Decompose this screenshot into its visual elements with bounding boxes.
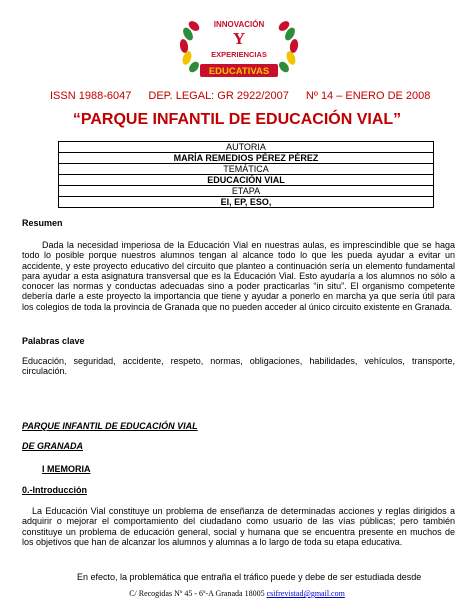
- efecto-paragraph: En efecto, la problemática que entraña el tráfico puede y debe de ser estudiada desde: [77, 572, 422, 582]
- resumen-heading: Resumen: [22, 218, 63, 228]
- svg-text:INNOVACIÓN: INNOVACIÓN: [213, 20, 265, 29]
- article-title: “PARQUE INFANTIL DE EDUCACIÓN VIAL”: [72, 111, 402, 128]
- legal-deposit-text: DEP. LEGAL: GR 2922/2007: [148, 90, 289, 102]
- svg-text:EXPERIENCIAS: EXPERIENCIAS: [211, 50, 267, 59]
- svg-text:EDUCATIVAS: EDUCATIVAS: [208, 66, 270, 77]
- tematica-label: TEMÁTICA: [59, 164, 434, 175]
- article-info-table: [58, 141, 434, 208]
- etapa-label: ETAPA: [59, 186, 434, 197]
- resumen-paragraph: Dada la necesidad imperiosa de la Educación Vial en nuestras aulas, es imprescindible que se haga todo lo posible porque nuestros alumnos tengan al alcance todo lo que les pueda ayudar a evitar un accidente, y este proyecto educativo del circuito que planteo a continuación sería un elemento fundamental para ayudar a esta asignatura transversal que es la Educación Vial. Esto ayudaría a los alumnos no sólo a conocer las normas y conductas adecuadas sino a poder practicarlas “in situ”. El organismo competente debería darle a este proyecto la importancia que tiene y ayudar a ponerlo en marcha ya que sería útil para los colegios de toda la provincia de Granada que no pueden acceder al único circuito existente en Granada.: [22, 240, 455, 312]
- tematica-value: EDUCACIÓN VIAL: [59, 175, 434, 186]
- issn-text: ISSN 1988-6047: [50, 90, 132, 102]
- section-title-granada: DE GRANADA: [22, 441, 84, 451]
- svg-text:Y: Y: [232, 29, 246, 48]
- autoria-value: MARÍA REMEDIOS PÉREZ PÉREZ: [59, 153, 434, 164]
- footer-address: C/ Recogidas Nº 45 - 6º-A Granada 18005: [129, 589, 267, 598]
- palabras-clave-heading: Palabras clave: [22, 336, 85, 346]
- section-title-parque: PARQUE INFANTIL DE EDUCACIÓN VIAL: [22, 421, 198, 431]
- autoria-label: AUTORIA: [59, 142, 434, 153]
- palabras-clave-paragraph: Educación, seguridad, accidente, respeto, normas, obligaciones, habilidades, vehículos, transporte, circulación.: [22, 356, 455, 377]
- section-title-introduccion: 0.-Introducción: [22, 485, 87, 495]
- section-title-memoria: I MEMORIA: [42, 464, 91, 474]
- etapa-value: EI, EP, ESO,: [59, 197, 434, 208]
- issn-line: [50, 90, 440, 102]
- laurel-right-icon: [277, 19, 299, 74]
- introduccion-paragraph: La Educación Vial constituye un problema de enseñanza de determinadas acciones y reglas dirigidos a adquirir o mejorar el comportamiento del ciudadano como usuario de las vías públicas; pero también constituye un problema de educación general, social y humana que se encuentra presente en muchos de los objetivos que han de alcanzar los alumnos y alumnas a lo largo de toda su etapa educativa.: [22, 506, 455, 547]
- revista-logo-graphic: [178, 14, 300, 82]
- page-footer: [0, 589, 474, 598]
- revista-logo: [178, 14, 300, 82]
- laurel-left-icon: [179, 19, 201, 74]
- issue-number-text: Nº 14 – ENERO DE 2008: [305, 90, 431, 102]
- footer-email-link[interactable]: csifrevistad@gmail.com: [266, 589, 345, 598]
